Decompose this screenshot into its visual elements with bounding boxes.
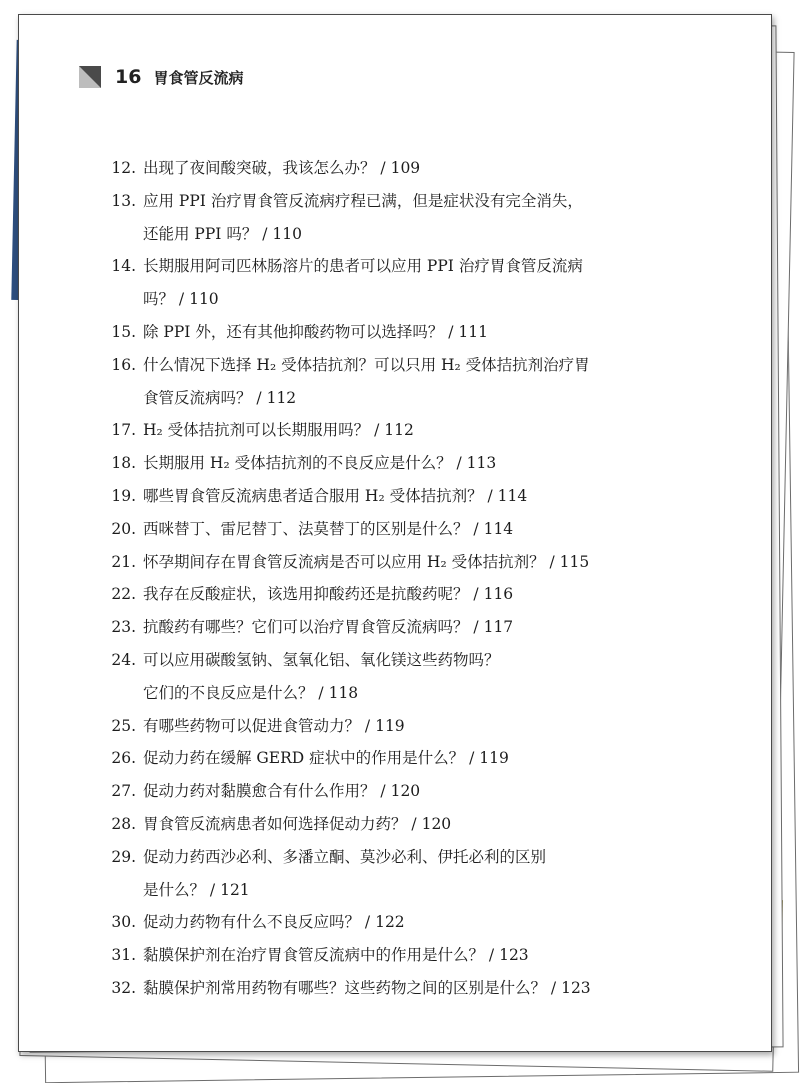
toc-entry-text	[143, 906, 657, 939]
toc-entry-number: 19.	[111, 486, 136, 505]
toc-entry-text	[143, 513, 657, 546]
toc-entry	[97, 414, 657, 447]
toc-entry-line: 有哪些药物可以促进食管动力？ / 119	[143, 716, 405, 735]
toc-entry-text	[143, 152, 657, 185]
toc-entry-text	[143, 250, 657, 316]
toc-entry	[97, 316, 657, 349]
toc-entry-number: 21.	[111, 552, 136, 571]
toc-entry-line: 抗酸药有哪些？它们可以治疗胃食管反流病吗？ / 117	[143, 618, 514, 637]
page-header	[79, 63, 243, 91]
toc-entry	[97, 513, 657, 546]
corner-marker-icon	[79, 66, 101, 88]
toc-entry-text	[143, 611, 657, 644]
toc-entry-number: 14.	[111, 257, 136, 276]
toc-entry-number: 32.	[111, 978, 136, 997]
toc-entry-line: 促动力药在缓解 GERD 症状中的作用是什么？ / 119	[143, 749, 509, 768]
page-number: 16	[115, 66, 142, 88]
toc-entry	[97, 710, 657, 743]
toc-entry-line: 长期服用阿司匹林肠溶片的患者可以应用 PPI 治疗胃食管反流病	[143, 257, 583, 276]
toc-entry-number: 20.	[111, 519, 136, 538]
toc-entry-number: 29.	[111, 847, 136, 866]
toc-entry-number: 22.	[111, 585, 136, 604]
toc-entry-text	[143, 185, 657, 251]
toc-entry	[97, 808, 657, 841]
toc-entry-text	[143, 447, 657, 480]
toc-entry-number: 28.	[111, 814, 136, 833]
toc-entry-text	[143, 546, 657, 579]
toc-entry-line: 食管反流病吗？ / 112	[143, 388, 297, 407]
toc-entry-number: 16.	[111, 355, 136, 374]
toc-entry-text	[143, 578, 657, 611]
toc-entry-line: 怀孕期间存在胃食管反流病是否可以应用 H₂ 受体拮抗剂？ / 115	[143, 552, 590, 571]
toc-entry-number: 26.	[111, 749, 136, 768]
toc-entry	[97, 644, 657, 710]
toc-entry-line: 黏膜保护剂在治疗胃食管反流病中的作用是什么？ / 123	[143, 946, 529, 965]
toc-entry-line: 什么情况下选择 H₂ 受体拮抗剂？可以只用 H₂ 受体拮抗剂治疗胃	[143, 355, 590, 374]
toc-entry-line: 吗？ / 110	[143, 290, 219, 309]
toc-entry-line: 除 PPI 外，还有其他抑酸药物可以选择吗？ / 111	[143, 322, 488, 341]
toc-entry-line: 还能用 PPI 吗？ / 110	[143, 224, 302, 243]
toc-entry	[97, 611, 657, 644]
toc-entry-line: 我存在反酸症状，该选用抑酸药还是抗酸药呢？ / 116	[143, 585, 514, 604]
toc-entry-text	[143, 972, 657, 1005]
chapter-title: 胃食管反流病	[153, 68, 244, 87]
toc-entry	[97, 250, 657, 316]
toc-entry-number: 27.	[111, 782, 136, 801]
toc-entry-number: 13.	[111, 191, 136, 210]
toc-entry-text	[143, 480, 657, 513]
toc-entry-text	[143, 775, 657, 808]
toc-entry-text	[143, 808, 657, 841]
toc-entry-line: 哪些胃食管反流病患者适合服用 H₂ 受体拮抗剂？ / 114	[143, 486, 528, 505]
toc-entry-number: 15.	[111, 322, 136, 341]
toc-entry-line: 长期服用 H₂ 受体拮抗剂的不良反应是什么？ / 113	[143, 454, 497, 473]
toc-entry-text	[143, 349, 657, 415]
toc-entry	[97, 152, 657, 185]
toc-entry	[97, 906, 657, 939]
toc-entry-line: H₂ 受体拮抗剂可以长期服用吗？ / 112	[143, 421, 414, 440]
toc-entry-number: 25.	[111, 716, 136, 735]
toc-entry	[97, 447, 657, 480]
toc-entry	[97, 185, 657, 251]
toc-entry-line: 促动力药物有什么不良反应吗？ / 122	[143, 913, 405, 932]
toc-entry	[97, 972, 657, 1005]
toc-entry	[97, 939, 657, 972]
toc-entry-line: 它们的不良反应是什么？ / 118	[143, 683, 359, 702]
toc-entry-text	[143, 316, 657, 349]
toc-entry	[97, 349, 657, 415]
table-of-contents	[97, 152, 657, 1005]
toc-entry-line: 促动力药对黏膜愈合有什么作用？ / 120	[143, 782, 421, 801]
toc-entry	[97, 775, 657, 808]
toc-entry-line: 出现了夜间酸突破，我该怎么办？ / 109	[143, 159, 421, 177]
toc-entry-text	[143, 644, 657, 710]
toc-entry	[97, 578, 657, 611]
toc-entry	[97, 742, 657, 775]
toc-entry-number: 12.	[111, 159, 136, 177]
toc-entry-line: 促动力药西沙必利、多潘立酮、莫沙必利、伊托必利的区别	[143, 847, 547, 866]
toc-entry-number: 24.	[111, 650, 136, 669]
toc-entry-number: 17.	[111, 421, 136, 440]
toc-entry-line: 胃食管反流病患者如何选择促动力药？ / 120	[143, 814, 452, 833]
toc-entry-number: 18.	[111, 454, 136, 473]
toc-entry	[97, 546, 657, 579]
toc-entry-line: 西咪替丁、雷尼替丁、法莫替丁的区别是什么？ / 114	[143, 519, 514, 538]
toc-entry-text	[143, 841, 657, 907]
document-page	[18, 14, 772, 1052]
toc-entry-text	[143, 742, 657, 775]
toc-entry	[97, 841, 657, 907]
toc-entry-number: 23.	[111, 618, 136, 637]
toc-entry-text	[143, 939, 657, 972]
toc-entry-line: 黏膜保护剂常用药物有哪些？这些药物之间的区别是什么？ / 123	[143, 978, 591, 997]
toc-entry-line: 是什么？ / 121	[143, 880, 250, 899]
toc-entry-number: 31.	[111, 946, 136, 965]
toc-entry-line: 应用 PPI 治疗胃食管反流病疗程已满，但是症状没有完全消失，	[143, 191, 583, 210]
toc-entry-text	[143, 710, 657, 743]
toc-entry-number: 30.	[111, 913, 136, 932]
toc-entry-text	[143, 414, 657, 447]
toc-entry-line: 可以应用碳酸氢钠、氢氧化铝、氧化镁这些药物吗？	[143, 650, 500, 669]
toc-entry	[97, 480, 657, 513]
